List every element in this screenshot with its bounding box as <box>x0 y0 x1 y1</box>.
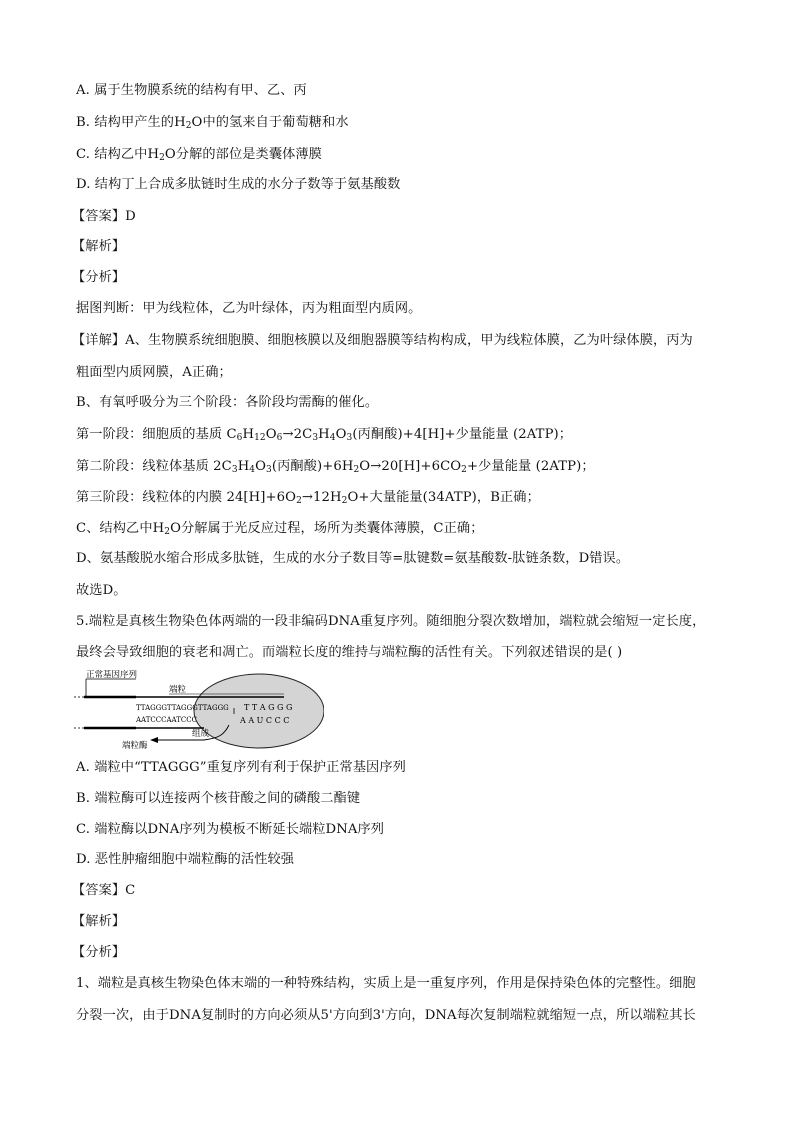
q4-detail-line1: 【详解】A、生物膜系统细胞膜、细胞核膜以及细胞器膜等结构构成，甲为线粒体膜，乙为叶绿体膜，丙为 <box>72 333 693 348</box>
q5-analysis-heading: 【解析】 <box>72 914 126 929</box>
subscript: 2 <box>353 465 360 475</box>
q4-detail-b: B、有氧呼吸分为三个阶段：各阶段均需酶的催化。 <box>76 395 379 410</box>
q5-answer: 【答案】C <box>72 883 136 898</box>
q4-conclusion: 故选D。 <box>76 583 127 598</box>
subscript: 12 <box>254 433 266 443</box>
q4-option-d: D. 结构丁上合成多肽链时生成的水分子数等于氨基酸数 <box>76 177 401 192</box>
text-segment: O分解的部位是类囊体薄膜 <box>164 147 322 162</box>
subscript: 2 <box>185 121 192 131</box>
q4-detail-d: D、氨基酸脱水缩合形成多肽链，生成的水分子数目等=肽键数=氨基酸数-肽链条数，D错误。 <box>76 551 630 566</box>
q5-stem-line1: 5.端粒是真核生物染色体两端的一段非编码DNA重复序列。随细胞分裂次数增加，端粒就会缩短一定长度， <box>76 614 706 629</box>
text-segment: (丙酮酸)+6H <box>271 459 354 474</box>
q4-detail-c <box>76 519 726 539</box>
bottom-sequence: AATCCCAATCCC <box>136 716 197 724</box>
q4-option-c <box>76 145 726 165</box>
q5-fenxi-heading: 【分析】 <box>72 945 126 960</box>
q4-fenxi-heading: 【分析】 <box>72 270 126 285</box>
compose-arrow <box>150 737 158 743</box>
q4-option-a: A. 属于生物膜系统的结构有甲、乙、丙 <box>76 83 307 98</box>
q5-option-c: C. 端粒酶以DNA序列为模板不断延长端粒DNA序列 <box>76 822 385 837</box>
text-segment: O中的氢来自于葡萄糖和水 <box>191 115 349 130</box>
q4-option-b <box>76 113 726 133</box>
subscript: 2 <box>164 527 171 537</box>
telomere-label: 端粒 <box>169 685 187 695</box>
text-segment: →2C <box>282 427 313 442</box>
subscript: 4 <box>329 433 336 443</box>
subscript: 6 <box>236 433 243 443</box>
text-segment: C、结构乙中H <box>76 521 165 536</box>
subscript: 3 <box>266 465 272 475</box>
text-segment: O <box>265 427 277 442</box>
subscript: 2 <box>461 465 467 475</box>
text-segment: 第一阶段：细胞质的基质 C <box>76 427 237 442</box>
text-segment: +少量能量 (2ATP)； <box>467 459 595 474</box>
text-segment: B. 结构甲产生的H <box>76 115 186 130</box>
subscript: 2 <box>159 153 165 163</box>
enzyme-template-bottom: A A U C C C <box>240 716 290 725</box>
enzyme-template-top: T T A G G G <box>244 703 293 712</box>
text-segment: O+大量能量(34ATP)，B正确； <box>347 490 540 505</box>
text-segment: 第三阶段：线粒体的内膜 24[H]+6O <box>76 490 297 505</box>
q4-detail-line2: 粗面型内质网膜，A正确； <box>76 365 232 380</box>
subscript: 4 <box>249 465 256 475</box>
q4-stage-2 <box>76 457 726 477</box>
text-segment: O→20[H]+6CO <box>359 459 462 474</box>
q4-stage-3 <box>76 488 726 508</box>
text-segment: O <box>255 459 267 474</box>
q4-stage-1 <box>76 425 726 445</box>
text-segment: H <box>237 459 250 474</box>
q5-option-b: B. 端粒酶可以连接两个核苷酸之间的磷酸二酯键 <box>76 791 361 806</box>
q5-option-a: A. 端粒中“TTAGGG”重复序列有利于保护正常基因序列 <box>76 760 406 775</box>
telomerase-label: 端粒酶 <box>122 741 148 750</box>
text-segment: C. 结构乙中H <box>76 147 160 162</box>
text-segment: 第二阶段：线粒体基质 2C <box>76 459 232 474</box>
subscript: 3 <box>312 433 319 443</box>
q4-analysis-heading: 【解析】 <box>72 239 126 254</box>
text-segment: O <box>335 427 347 442</box>
gene-label: 正常基因序列 <box>86 670 138 680</box>
subscript: 2 <box>341 496 348 506</box>
text-segment: (丙酮酸)+4[H]+少量能量 (2ATP)； <box>352 427 573 442</box>
telomere-diagram <box>74 670 324 750</box>
q4-answer: 【答案】D <box>72 209 136 224</box>
q4-judgement: 据图判断：甲为线粒体，乙为叶绿体，丙为粗面型内质网。 <box>76 301 422 316</box>
top-sequence: TTAGGGTTAGGGTTAGGG <box>136 704 229 712</box>
subscript: 3 <box>346 433 353 443</box>
text-segment: →12H <box>301 490 342 505</box>
q5-paragraph-line2: 分裂一次，由于DNA复制时的方向必须从5'方向到3'方向，DNA每次复制端粒就缩短一点，所以端粒其长 <box>76 1008 696 1023</box>
subscript: 3 <box>231 465 238 475</box>
text-segment: H <box>318 427 330 442</box>
q5-paragraph-line1: 1、端粒是真核生物染色体末端的一种特殊结构，实质上是一重复序列，作用是保持染色体的完整性。细胞 <box>76 976 696 991</box>
text-segment: H <box>242 427 255 442</box>
text-segment: O分解属于光反应过程，场所为类囊体薄膜，C正确； <box>170 521 484 536</box>
subscript: 2 <box>296 496 302 506</box>
q5-option-d: D. 恶性肿瘤细胞中端粒酶的活性较强 <box>76 852 295 867</box>
q5-stem-line2: 最终会导致细胞的衰老和凋亡。而端粒长度的维持与端粒酶的活性有关。下列叙述错误的是( ) <box>76 645 623 660</box>
compose-label: 组成 <box>192 729 210 739</box>
subscript: 6 <box>276 433 283 443</box>
